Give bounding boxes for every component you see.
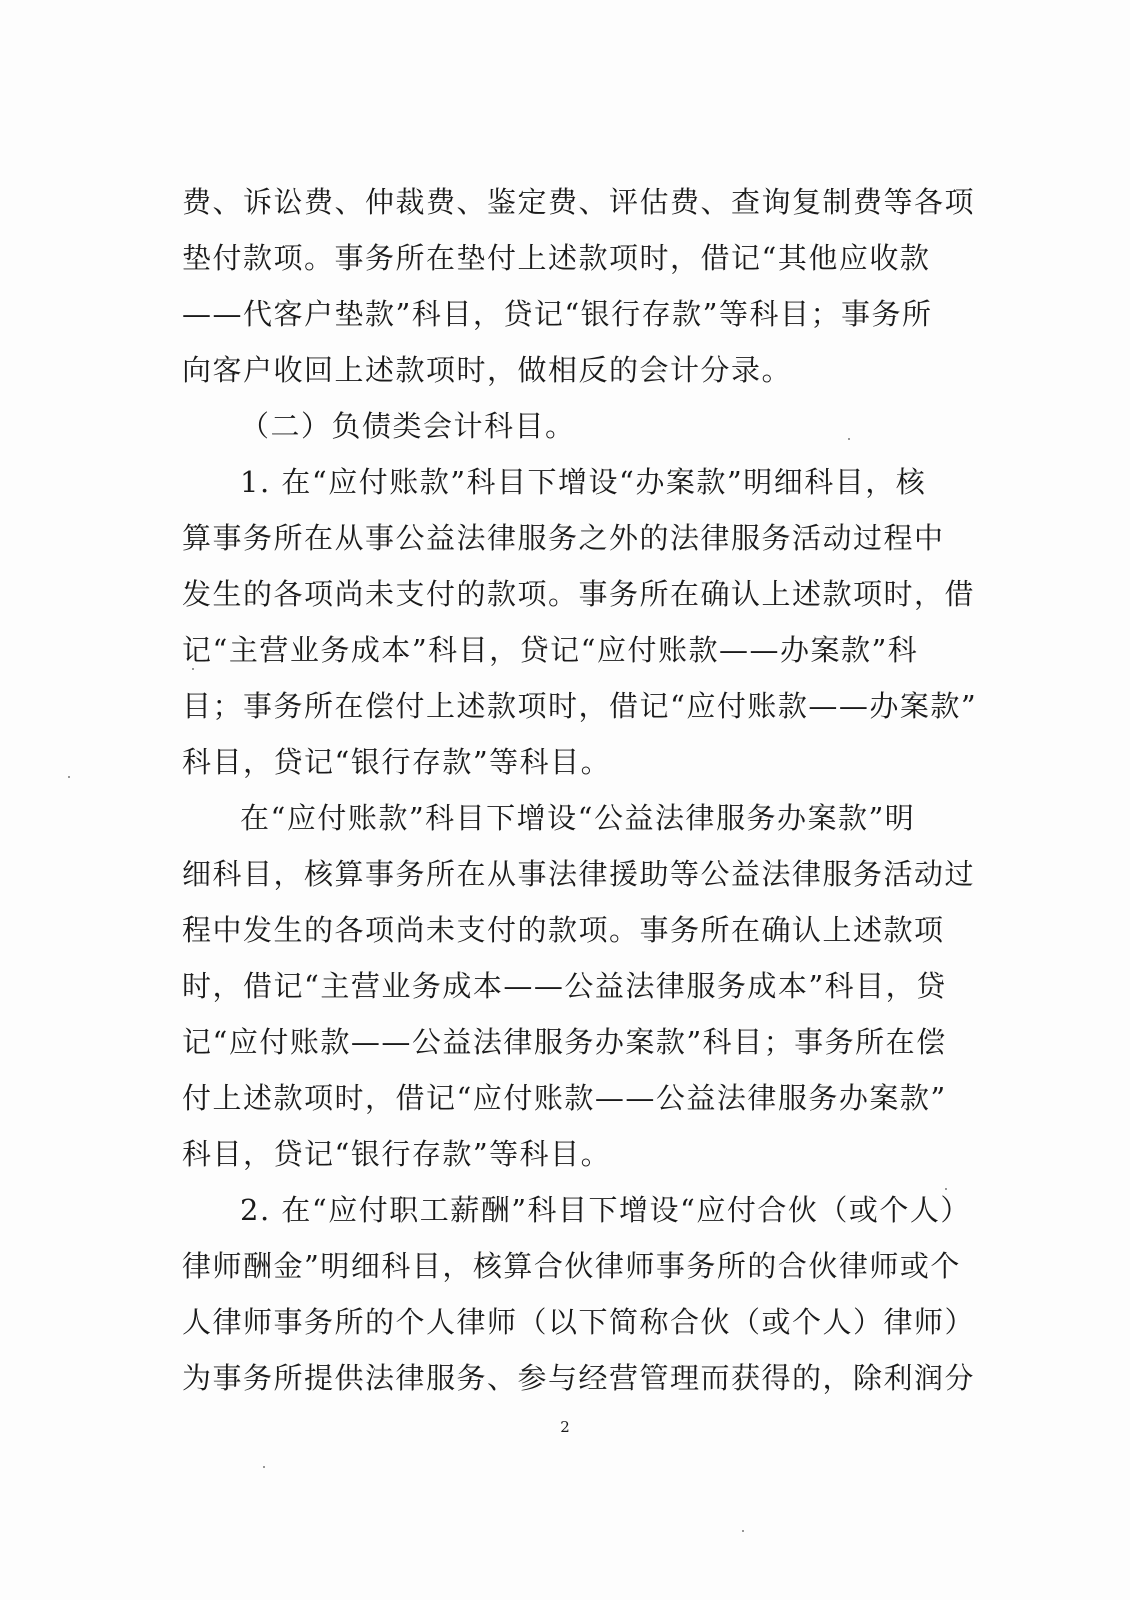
text-line: 1. 在“应付账款”科目下增设“办案款”明细科目，核: [240, 465, 927, 499]
scan-speck: [742, 1530, 744, 1532]
text-line: 2. 在“应付职工薪酬”科目下增设“应付合伙（或个人）: [240, 1193, 971, 1227]
text-line: 垫付款项。事务所在垫付上述款项时，借记“其他应收款: [182, 241, 931, 275]
text-line: 记“主营业务成本”科目，贷记“应付账款——办案款”科: [182, 633, 919, 667]
text-line: 程中发生的各项尚未支付的款项。事务所在确认上述款项: [182, 913, 945, 947]
page-number: 2: [560, 1418, 570, 1436]
text-line: 时，借记“主营业务成本——公益法律服务成本”科目，贷: [182, 969, 947, 1003]
scan-speck: [945, 1188, 947, 1190]
text-line: 算事务所在从事公益法律服务之外的法律服务活动过程中: [182, 521, 945, 555]
text-line: 发生的各项尚未支付的款项。事务所在确认上述款项时，借: [182, 577, 976, 611]
scan-speck: [192, 668, 194, 670]
text-line: ——代客户垫款”科目，贷记“银行存款”等科目；事务所: [182, 297, 933, 331]
document-body: [182, 174, 978, 1406]
text-line: 目；事务所在偿付上述款项时，借记“应付账款——办案款”: [182, 689, 978, 723]
text-line: 费、诉讼费、仲裁费、鉴定费、评估费、查询复制费等各项: [182, 185, 976, 219]
section-heading: （二）负债类会计科目。: [240, 409, 576, 443]
scan-speck: [263, 1466, 265, 1468]
text-line: 细科目，核算事务所在从事法律援助等公益法律服务活动过: [182, 857, 976, 891]
scan-speck: [68, 776, 70, 778]
text-line: 记“应付账款——公益法律服务办案款”科目；事务所在偿: [182, 1025, 947, 1059]
text-line: 律师酬金”明细科目，核算合伙律师事务所的合伙律师或个: [182, 1249, 961, 1283]
text-line: 付上述款项时，借记“应付账款——公益法律服务办案款”: [182, 1081, 947, 1115]
text-line: 科目，贷记“银行存款”等科目。: [182, 745, 612, 779]
text-line: 在“应付账款”科目下增设“公益法律服务办案款”明: [240, 801, 916, 835]
text-line: 向客户收回上述款项时，做相反的会计分录。: [182, 353, 793, 387]
scan-speck: [848, 438, 850, 440]
text-line: 为事务所提供法律服务、参与经营管理而获得的，除利润分: [182, 1361, 976, 1395]
text-line: 人律师事务所的个人律师（以下简称合伙（或个人）律师）: [182, 1305, 976, 1339]
text-line: 科目，贷记“银行存款”等科目。: [182, 1137, 612, 1171]
